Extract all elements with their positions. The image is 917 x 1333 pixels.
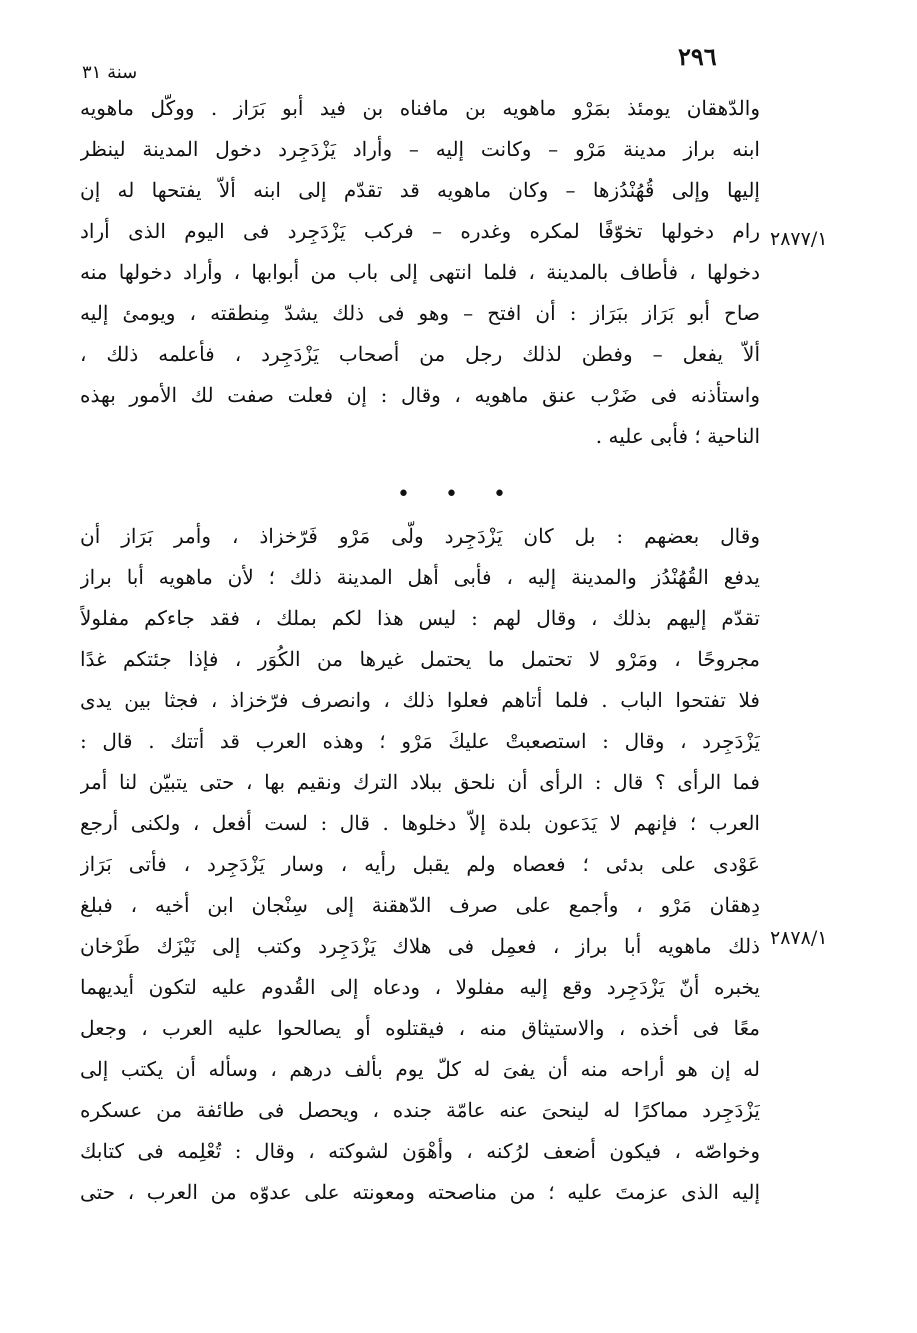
text-line: ذلك ماهويه أبا براز ، فعمِل فى هلاك يَزْدَجِرد وكتب إلى نَيْزَك طَرْخان xyxy=(80,934,760,958)
text-line: يَزْدَجِرد ، وقال : استصعبتْ عليكَ مَرْو ؛ وهذه العرب قد أتتك . قال : xyxy=(80,729,760,753)
paragraph-2 xyxy=(80,516,760,1213)
margin-reference-2: ٢٨٧٨/١ xyxy=(770,927,828,949)
text-line: دِهقان مَرْو ، وأجمع على صرف الدّهقنة إلى سِنْجان ابن أخيه ، فبلغ xyxy=(80,893,760,917)
section-separator: • • • xyxy=(397,482,520,507)
text-line: يَزْدَجِرد مماكرًا له لينحىَ عنه عامّة جنده ، ويحصل فى طائفة من عسكره xyxy=(80,1098,760,1122)
text-line: مجروحًا ، ومَرْو لا تحتمل ما يحتمل غيرها من الكُوَر ، فإذا جئتكم غدًا xyxy=(80,647,760,671)
text-line: والدّهقان يومئذ بمَرْو ماهويه بن مافناه بن فيد أبو بَرَاز . ووكّل ماهويه xyxy=(80,96,760,120)
text-line: إليها وإلى قُهُنْدُزها – وكان ماهويه قد تقدّم إلى ابنه ألاّ يفتحها له إن xyxy=(80,178,760,202)
text-line: وقال بعضهم : بل كان يَزْدَجِرد ولّى مَرْو فَرّخزاذ ، وأمر بَرَاز أن xyxy=(80,524,760,548)
text-line: دخولها ، فأطاف بالمدينة ، فلما انتهى إلى باب من أبوابها ، وأراد دخولها منه xyxy=(80,260,760,284)
text-line: واستأذنه فى ضَرْب عنق ماهويه ، وقال : إن فعلت صفت لك الأمور بهذه xyxy=(80,383,760,407)
text-line: وخواصّه ، فيكون أضعف لرُكنه ، وأهْوَن لشوكته ، وقال : تُعْلِمه فى كتابك xyxy=(80,1139,760,1163)
text-line: فلا تفتحوا الباب . فلما أتاهم فعلوا ذلك ، وانصرف فرّخزاذ ، فجثا بين يدى xyxy=(80,688,760,712)
text-line: فما الرأى ؟ قال : الرأى أن نلحق ببلاد الترك ونقيم بها ، حتى يتبيّن لنا أمر xyxy=(80,770,760,794)
year-label: سنة ٣١ xyxy=(82,62,138,83)
text-line: صاح أبو بَرَاز ببَرَاز : أن افتح – وهو فى ذلك يشدّ مِنطقته ، ويومئ إليه xyxy=(80,301,760,325)
text-line: إليه الذى عزمتَ عليه ؛ من مناصحته ومعونته على عدوّه من العرب ، حتى xyxy=(80,1180,760,1204)
text-line: رام دخولها تخوّفًا لمكره وغدره – فركب يَزْدَجِرد فى اليوم الذى أراد xyxy=(80,219,760,243)
margin-reference-1: ٢٨٧٧/١ xyxy=(770,228,828,250)
text-line: العرب ؛ فإنهم لا يَدَعون بلدة إلاّ دخلوها . قال : لست أفعل ، ولكنى أرجع xyxy=(80,811,760,835)
text-line: عَوْدى على بدئى ؛ فعصاه ولم يقبل رأيه ، وسار يَزْدَجِرد ، فأتى بَرَاز xyxy=(80,852,760,876)
text-line: له إن هو أراحه منه أن يفىَ له كلّ يوم بألف درهم ، وسأله أن يكتب إلى xyxy=(80,1057,760,1081)
text-line: معًا فى أخذه ، والاستيثاق منه ، فيقتلوه أو يصالحوا عليه العرب ، وجعل xyxy=(80,1016,760,1040)
text-line: تقدّم إليهم بذلك ، وقال لهم : ليس هذا لكم بملك ، فقد جاءكم مفلولاً xyxy=(80,606,760,630)
paragraph-1 xyxy=(80,88,760,457)
text-line: يدفع القُهُنْدُز والمدينة إليه ، فأبى أهل المدينة ذلك ؛ لأن ماهويه أبا براز xyxy=(80,565,760,589)
text-line: ابنه براز مدينة مَرْو – وكانت إليه – وأراد يَزْدَجِرد دخول المدينة لينظر xyxy=(80,137,760,161)
page-number: ٢٩٦ xyxy=(678,42,717,71)
text-line: يخبره أنّ يَزْدَجِرد وقع إليه مفلولا ، ودعاه إلى القُدوم عليه لتكون أيديهما xyxy=(80,975,760,999)
text-line: الناحية ؛ فأبى عليه . xyxy=(595,424,760,448)
text-line: ألاّ يفعل – وفطن لذلك رجل من أصحاب يَزْدَجِرد ، فأعلمه ذلك ، xyxy=(80,342,760,366)
